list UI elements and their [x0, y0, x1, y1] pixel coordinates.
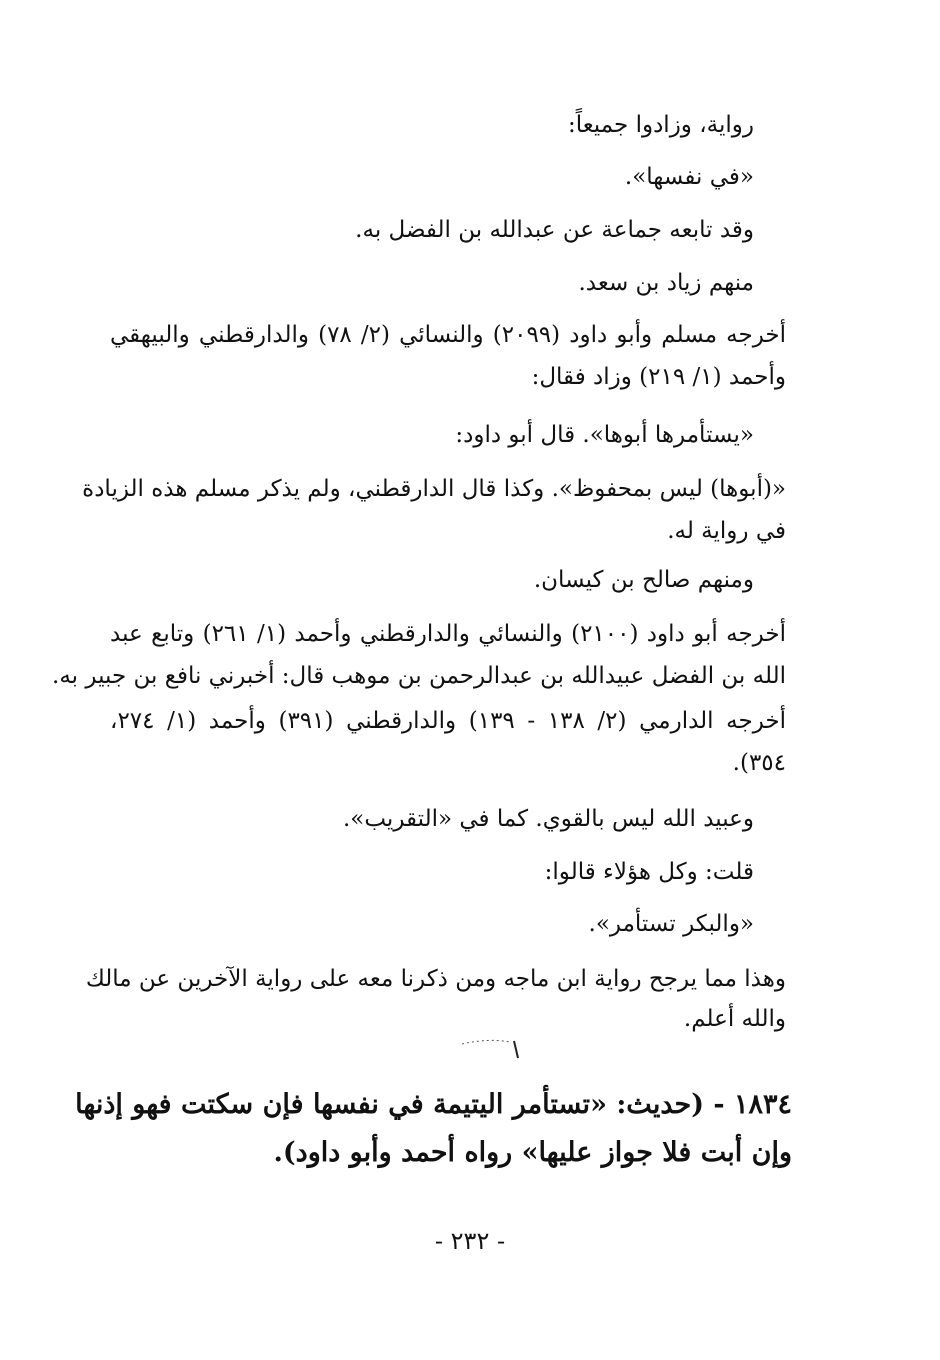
text-line: أخرجه الدارمي (٢/ ١٣٨ - ١٣٩) والدارقطني (٣٩١) وأحمد (١/ ٢٧٤، — [110, 708, 787, 734]
text-line: ٣٥٤). — [732, 750, 786, 776]
hadith-heading-line: ١٨٣٤ - (حديث: «تستأمر اليتيمة في نفسها فإن سكتت فهو إذنها — [75, 1089, 792, 1120]
text-line: قلت: وكل هؤلاء قالوا: — [544, 859, 754, 885]
text-line: في رواية له. — [667, 518, 786, 544]
text-line: أخرجه مسلم وأبو داود (٢٠٩٩) والنسائي (٢/ ٧٨) والدارقطني والبيهقي — [110, 322, 786, 348]
page-number: - ٢٣٢ - — [434, 1227, 506, 1255]
section-separator-ornament — [458, 1036, 522, 1064]
text-line: منهم زياد بن سعد. — [578, 270, 754, 296]
hadith-heading-line: وإن أبت فلا جواز عليها» رواه أحمد وأبو داود). — [273, 1137, 792, 1168]
text-line: ومنهم صالح بن كيسان. — [533, 567, 754, 593]
text-line: وهذا مما يرجح رواية ابن ماجه ومن ذكرنا معه على رواية الآخرين عن مالك — [85, 966, 786, 992]
text-line: أخرجه أبو داود (٢١٠٠) والنسائي والدارقطني وأحمد (١/ ٢٦١) وتابع عبد — [110, 621, 786, 647]
text-line: «يستأمرها أبوها». قال أبو داود: — [455, 422, 754, 448]
text-line: «في نفسها». — [624, 164, 754, 190]
text-line: «والبكر تستأمر». — [588, 911, 754, 937]
text-line: وقد تابعه جماعة عن عبدالله بن الفضل به. — [355, 217, 754, 243]
text-line: الله بن الفضل عبيدالله بن عبدالرحمن بن موهب قال: أخبرني نافع بن جبير به. — [52, 663, 786, 689]
text-line: والله أعلم. — [683, 1006, 786, 1032]
text-line: وأحمد (١/ ٢١٩) وزاد فقال: — [531, 364, 786, 390]
text-line: وعبيد الله ليس بالقوي. كما في «التقريب». — [342, 806, 754, 832]
text-line: «(أبوها) ليس بمحفوظ». وكذا قال الدارقطني، ولم يذكر مسلم هذه الزيادة — [82, 476, 786, 502]
text-line: رواية، وزادوا جميعاً: — [567, 112, 754, 138]
